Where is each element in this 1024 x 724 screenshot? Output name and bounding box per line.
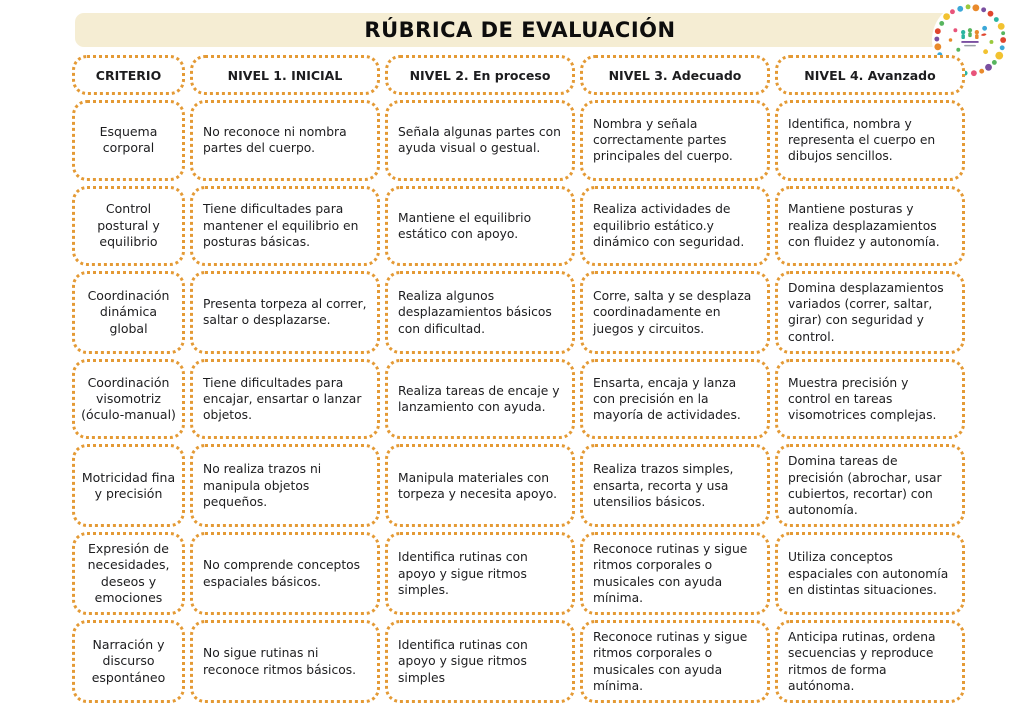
criterion-label-r4: Coordinación visomotriz (óculo-manual) bbox=[72, 359, 185, 440]
rubric-cell-r6-n3: Reconoce rutinas y sigue ritmos corporales o musicales con ayuda mínima. bbox=[580, 532, 770, 615]
criterion-label-r7: Narración y discurso espontáneo bbox=[72, 620, 185, 703]
rubric-cell-r5-n1: No realiza trazos ni manipula objetos pequeños. bbox=[190, 444, 380, 527]
rubric-cell-r3-n4: Domina desplazamientos variados (correr, saltar, girar) con seguridad y control. bbox=[775, 271, 965, 354]
rubric-cell-r2-n1: Tiene dificultades para mantener el equilibrio en posturas básicas. bbox=[190, 186, 380, 267]
rubric-cell-r2-n2: Mantiene el equilibrio estático con apoyo. bbox=[385, 186, 575, 267]
page-title: RÚBRICA DE EVALUACIÓN bbox=[364, 18, 676, 42]
rubric-cell-r4-n1: Tiene dificultades para encajar, ensartar o lanzar objetos. bbox=[190, 359, 380, 440]
criterion-label-r3: Coordinación dinámica global bbox=[72, 271, 185, 354]
rubric-cell-r7-n3: Reconoce rutinas y sigue ritmos corporales o musicales con ayuda mínima. bbox=[580, 620, 770, 703]
rubric-cell-r2-n3: Realiza actividades de equilibrio estático.y dinámico con seguridad. bbox=[580, 186, 770, 267]
rubric-cell-r3-n2: Realiza algunos desplazamientos básicos con dificultad. bbox=[385, 271, 575, 354]
column-header-nivel-4: NIVEL 4. Avanzado bbox=[775, 55, 965, 95]
rubric-cell-r6-n4: Utiliza conceptos espaciales con autonomía en distintas situaciones. bbox=[775, 532, 965, 615]
rubric-cell-r7-n1: No sigue rutinas ni reconoce ritmos básicos. bbox=[190, 620, 380, 703]
rubric-cell-r6-n1: No comprende conceptos espaciales básicos. bbox=[190, 532, 380, 615]
rubric-cell-r4-n2: Realiza tareas de encaje y lanzamiento con ayuda. bbox=[385, 359, 575, 440]
criterion-label-r2: Control postural y equilibrio bbox=[72, 186, 185, 267]
rubric-cell-r7-n4: Anticipa rutinas, ordena secuencias y reproduce ritmos de forma autónoma. bbox=[775, 620, 965, 703]
column-header-nivel-3: NIVEL 3. Adecuado bbox=[580, 55, 770, 95]
rubric-cell-r5-n3: Realiza trazos simples, ensarta, recorta y usa utensilios básicos. bbox=[580, 444, 770, 527]
rubric-cell-r3-n1: Presenta torpeza al correr, saltar o desplazarse. bbox=[190, 271, 380, 354]
column-header-criterio: CRITERIO bbox=[72, 55, 185, 95]
rubric-cell-r2-n4: Mantiene posturas y realiza desplazamientos con fluidez y autonomía. bbox=[775, 186, 965, 267]
rubric-cell-r1-n4: Identifica, nombra y representa el cuerpo en dibujos sencillos. bbox=[775, 100, 965, 181]
criterion-label-r6: Expresión de necesidades, deseos y emociones bbox=[72, 532, 185, 615]
rubric-cell-r6-n2: Identifica rutinas con apoyo y sigue ritmos simples. bbox=[385, 532, 575, 615]
criterion-label-r5: Motricidad fina y precisión bbox=[72, 444, 185, 527]
rubric-cell-r3-n3: Corre, salta y se desplaza coordinadamente en juegos y circuitos. bbox=[580, 271, 770, 354]
rubric-table bbox=[72, 55, 965, 703]
title-bar bbox=[75, 13, 965, 47]
rubric-cell-r4-n3: Ensarta, encaja y lanza con precisión en la mayoría de actividades. bbox=[580, 359, 770, 440]
rubric-cell-r7-n2: Identifica rutinas con apoyo y sigue ritmos simples bbox=[385, 620, 575, 703]
rubric-cell-r4-n4: Muestra precisión y control en tareas visomotrices complejas. bbox=[775, 359, 965, 440]
rubric-cell-r1-n2: Señala algunas partes con ayuda visual o gestual. bbox=[385, 100, 575, 181]
column-header-nivel-1: NIVEL 1. INICIAL bbox=[190, 55, 380, 95]
column-header-nivel-2: NIVEL 2. En proceso bbox=[385, 55, 575, 95]
criterion-label-r1: Esquema corporal bbox=[72, 100, 185, 181]
rubric-cell-r5-n4: Domina tareas de precisión (abrochar, usar cubiertos, recortar) con autonomía. bbox=[775, 444, 965, 527]
rubric-cell-r5-n2: Manipula materiales con torpeza y necesita apoyo. bbox=[385, 444, 575, 527]
rubric-cell-r1-n1: No reconoce ni nombra partes del cuerpo. bbox=[190, 100, 380, 181]
rubric-cell-r1-n3: Nombra y señala correctamente partes principales del cuerpo. bbox=[580, 100, 770, 181]
